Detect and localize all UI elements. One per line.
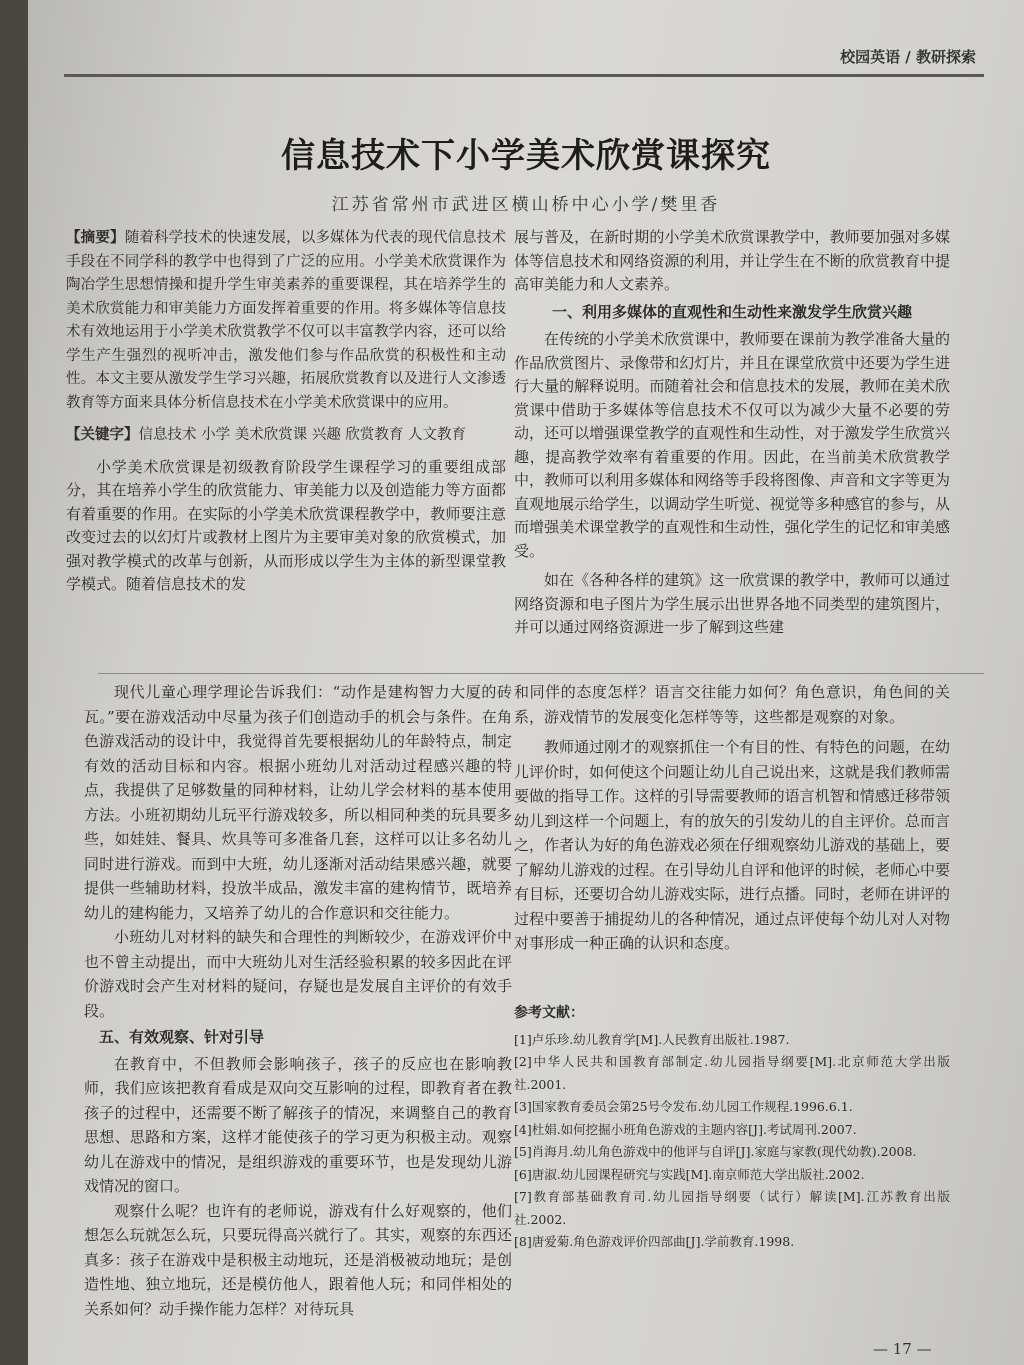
- reference-item: [7]教育部基础教育司.幼儿园指导纲要（试行）解读[M].江苏教育出版社.2002.: [514, 1189, 950, 1227]
- reference-item: [4]杜娟.如何挖掘小班角色游戏的主题内容[J].考试周刊.2007.: [514, 1121, 857, 1137]
- lower-left-paragraph-3: 在教育中，不但教师会影响孩子，孩子的反应也在影响教师，我们应该把教育看成是双向交互影响的过程，即教育者在教孩子的过程中，还需要不断了解孩子的情况，来调整自己的教育思想、思路和方案，这样才能使孩子的学习更为积极主动。观察幼儿在游戏中的情况，是组织游戏的重要环节，也是发现幼儿游戏情况的窗口。: [84, 1054, 512, 1195]
- article-divider: [98, 673, 984, 674]
- abstract-text: 随着科学技术的快速发展，以多媒体为代表的现代信息技术手段在不同学科的教学中也得到了广泛的应用。小学美术欣赏课作为陶冶学生思想情操和提升学生审美素养的重要课程，其在培养学生的美术欣赏能力和审美能力方面发挥着重要的作用。将多媒体等信息技术有效地运用于小学美术欣赏教学不仅可以丰富教学内容，还可以给学生产生强烈的视听冲击，激发他们参与作品欣赏的积极性和主动性。本文主要从激发学生学习兴趣，拓展欣赏教育以及进行人文渗透教育等方面来具体分析信息技术在小学美术欣赏课中的应用。: [66, 230, 507, 411]
- abstract-label: 【摘要】: [66, 229, 125, 246]
- keywords-paragraph: [66, 423, 506, 448]
- upper-right-column: [514, 226, 950, 640]
- article-author: 江苏省常州市武进区横山桥中心小学/樊里香: [331, 195, 721, 215]
- abstract-paragraph: [66, 226, 506, 415]
- continued-paragraph: 展与普及，在新时期的小学美术欣赏课教学中，教师要加强对多媒体等信息技术和网络资源的利用，并让学生在不断的欣赏教育中提高审美能力和人文素养。: [514, 228, 950, 293]
- journal-page: [28, 0, 1024, 1365]
- references-section: [514, 1002, 950, 1254]
- upper-left-column: [66, 226, 506, 597]
- keywords-label: 【关键字】: [66, 426, 139, 443]
- intro-paragraph: 小学美术欣赏课是初级教育阶段学生课程学习的重要组成部分，其在培养小学生的欣赏能力、审美能力以及创造能力等方面都有着重要的作用。在实际的小学美术欣赏课程教学中，教师要注意改变过去的以幻灯片或教材上图片为主要审美对象的欣赏模式，加强对教学模式的改革与创新，从而形成以学生为主体的新型课堂教学模式。随着信息技术的发: [66, 457, 506, 593]
- references-heading: 参考文献：: [514, 1005, 584, 1021]
- running-header: 校园英语 / 教研探索: [840, 48, 976, 66]
- section-1-paragraph-2: 如在《各种各样的建筑》这一欣赏课的教学中，教师可以通过网络资源和电子图片为学生展示出世界各地不同类型的建筑图片，并可以通过网络资源进一步了解到这些建: [514, 571, 950, 636]
- page-number: — 17 —: [873, 1340, 932, 1358]
- reference-item: [2]中华人民共和国教育部制定.幼儿园指导纲要[M].北京师范大学出版社.2001.: [514, 1054, 950, 1092]
- reference-item: [6]唐淑.幼儿园课程研究与实践[M].南京师范大学出版社.2002.: [514, 1166, 865, 1182]
- lower-left-paragraph-2: 小班幼儿对材料的缺失和合理性的判断较少，在游戏评价中也不曾主动提出，而中大班幼儿对生活经验积累的较多因此在评价游戏时会产生对材料的疑问，存疑也是发展自主评价的有效手段。: [84, 928, 512, 1020]
- reference-item: [5]肖海月.幼儿角色游戏中的他评与自评[J].家庭与家教(现代幼教).2008.: [514, 1144, 917, 1159]
- reference-item: [8]唐爱菊.角色游戏评价四部曲[J].学前教育.1998.: [514, 1234, 795, 1249]
- section-1-heading: 一、利用多媒体的直观性和生动性来激发学生欣赏兴趣: [551, 302, 912, 321]
- lower-right-paragraph-1: 和同伴的态度怎样？语言交往能力如何？角色意识，角色间的关系，游戏情节的发展变化怎样等等，这些都是观察的对象。: [514, 683, 950, 726]
- lower-left-paragraph-1: 现代儿童心理学理论告诉我们：“动作是建构智力大厦的砖瓦。”要在游戏活动中尽量为孩子们创造动手的机会与条件。在角色游戏活动的设计中，我觉得首先要根据幼儿的年龄特点，制定有效的活动目标和内容。根据小班幼儿对活动过程感兴趣的特点，我提供了足够数量的同种材料，让幼儿学会材料的基本使用方法。小班初期幼儿玩平行游戏较多，所以相同种类的玩具要多些，如娃娃、餐具、炊具等可多准备几套，这样可以让多名幼儿同时进行游戏。而到中大班，幼儿逐渐对活动结果感兴趣，就要提供一些辅助材料，投放半成品，激发丰富的建构情节，既培养幼儿的建构能力，又培养了幼儿的合作意识和交往能力。: [84, 683, 512, 922]
- article-title: 信息技术下小学美术欣赏课探究: [281, 136, 771, 176]
- lower-right-paragraph-2: 教师通过刚才的观察抓住一个有目的性、有特色的问题，在幼儿评价时，如何使这个问题让幼儿自己说出来，这就是我们教师需要做的指导工作。这样的引导需要教师的语言机智和情感迁移带领幼儿到这样一个问题上，有的放矢的引发幼儿的自主评价。总而言之，作者认为好的角色游戏必须在仔细观察幼儿游戏的基础上，要了解幼儿游戏的过程。在引导幼儿自评和他评的时候，老师心中要有目标，还要切合幼儿游戏实际，进行点播。同时，老师在讲评的过程中要善于捕捉幼儿的各种情况，通过点评使每个幼儿对人对物对事形成一种正确的认识和态度。: [514, 738, 950, 952]
- lower-left-paragraph-4: 观察什么呢？也许有的老师说，游戏有什么好观察的，他们想怎么玩就怎么玩，只要玩得高兴就行了。其实，观察的东西还真多：孩子在游戏中是积极主动地玩，还是消极被动地玩；是创造性地、独立地玩，还是模仿他人，跟着他人玩；和同伴相处的关系如何？动手操作能力怎样？对待玩具: [84, 1201, 512, 1318]
- keywords-text: 信息技术 小学 美术欣赏课 兴趣 欣赏教育 人文教育: [138, 427, 467, 443]
- reference-item: [3]国家教育委员会第25号令发布.幼儿园工作规程.1996.6.1.: [514, 1099, 853, 1114]
- lower-left-column: [84, 680, 512, 1321]
- lower-right-column: [514, 680, 950, 956]
- section-5-heading: 五、有效观察、针对引导: [99, 1028, 265, 1046]
- section-1-paragraph-1: 在传统的小学美术欣赏课中，教师要在课前为教学准备大量的作品欣赏图片、录像带和幻灯片，并且在课堂欣赏中还要为学生进行大量的解释说明。而随着社会和信息技术的发展，教师在美术欣赏课中借助于多媒体等信息技术不仅可以为减少大量不必要的劳动，还可以增强课堂教学的直观性和生动性，对于激发学生欣赏兴趣，提高教学效率有着重要的作用。因此，在当前美术欣赏教学中，教师可以利用多媒体和网络等手段将图像、声音和文字等更为直观地展示给学生，以调动学生听觉、视觉等多种感官的参与，从而增强美术课堂教学的直观性和生动性，强化学生的记忆和审美感受。: [514, 330, 950, 560]
- header-rule: [64, 74, 984, 77]
- reference-item: [1]卢乐珍.幼儿教育学[M].人民教育出版社.1987.: [514, 1031, 790, 1047]
